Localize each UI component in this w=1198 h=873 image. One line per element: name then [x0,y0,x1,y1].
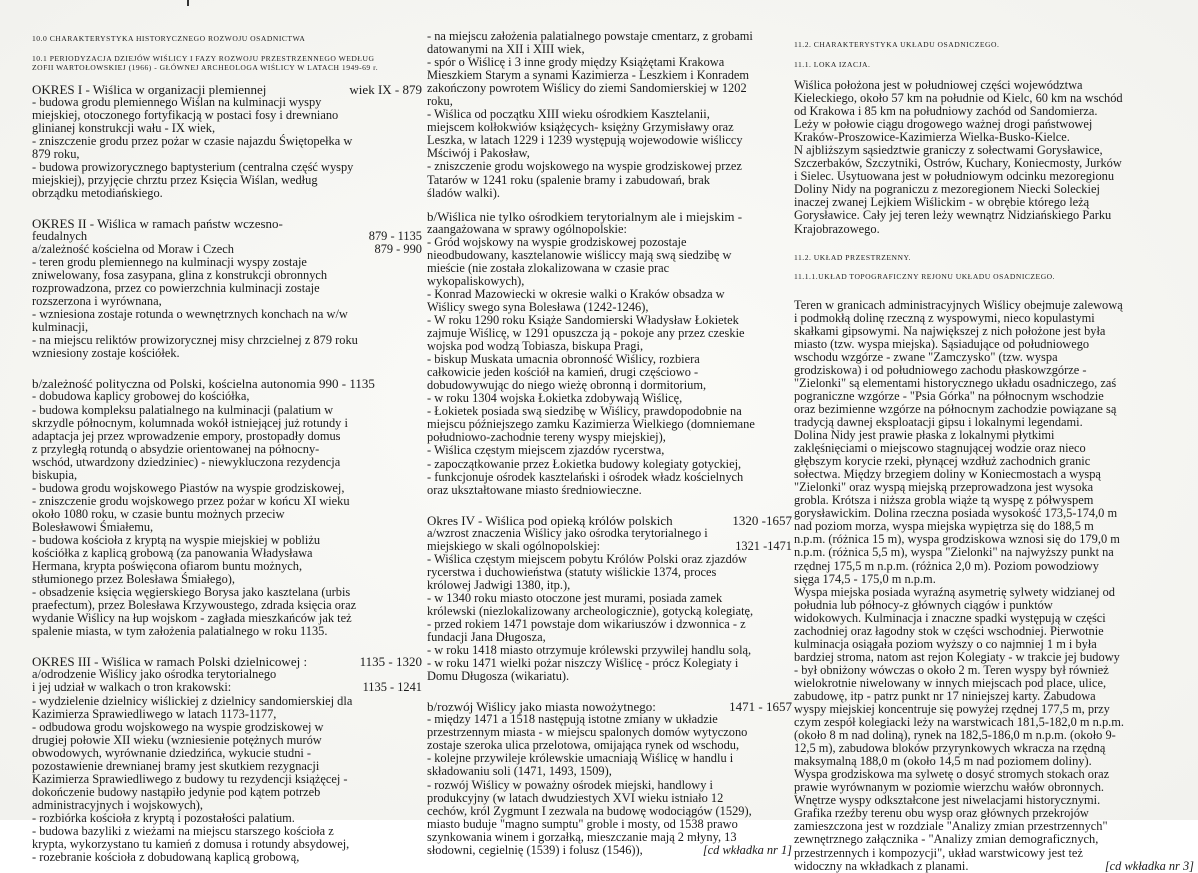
line-text: Okres IV - Wiślica pod opieką królów polskich [427,512,673,528]
text-line [32,187,422,200]
line-text: około 1080 roku, w czasie buntu możnych przeciw [32,506,285,521]
line-text: wschodu wzgórze - zwane "Zamczysko" (tzw. wyspa [794,349,1058,364]
line-text: - budowa prowizorycznego baptysterium (centralna część wyspy [32,159,354,174]
line-text: Wnętrze wyspy odkształcone jest niwelacjami historycznymi. [794,793,1101,808]
line-text: Leży w połowie ciągu drogowego ważnej drogi państwowej [794,117,1093,132]
line-text: z przyległą rotundą o absydzie orientowanej na północny- [32,441,320,456]
line-text: - W roku 1290 roku Książe Sandomierski Władysław Łokietek [427,312,739,327]
line-text: królowej Jadwigi 1380, itp.), [427,577,571,592]
line-text: - kolejne przywileje królewskie umacniają Wiślicę w handlu i [427,751,734,766]
line-spacer [32,360,422,377]
line-text: 11.2. CHARAKTERYSTYKA UKŁADU OSADNICZEGO. [794,40,1000,49]
line-text: Mieszkiem Starym a synami Kazimierza - Leszkiem i Konradem [427,68,750,83]
line-text: wykopaliskowych), [427,273,525,288]
line-text: głębszym korycie rzeki, płynącej wzdłuż zachodnich granic [794,454,1091,469]
line-text: grobla. Krótsza i niższa grobla wiąże tą wyspę z półwyspem [794,493,1094,508]
line-text: - budowa kompleksu palatialnego na kulminacji (palatium w [32,402,334,417]
date-range: 1321 -1471 [735,538,792,553]
line-spacer [794,262,1194,272]
line-text: pozostawienie drewnianej bramy jest skutkiem rezygnacji [32,758,320,773]
date-range: 879 - 1135 [368,228,422,243]
line-text: Kazimierza Sprawiedliwego z budowy tu rezydencji książęcej - [32,771,348,786]
line-text: obrządku metodiańskiego. [32,185,163,200]
period-heading [32,217,422,230]
line-text: datowanymi na XII i XIII wiek, [427,42,585,57]
line-text: kulminacja osiągała poziom wyższy o co najmniej 1 m i była [794,636,1097,651]
line-text: skałkami gipsowymi. Na największej z nich położone jest była [794,323,1106,338]
line-text: miejskiej), przyjęcie chrztu przez Księcia Wiślan, według [32,172,318,187]
line-spacer [32,200,422,217]
line-text: n.p.m. (różnica 15 m), wyspa grodziskowa wznosi się do 179,0 m [794,532,1120,547]
text-column-left [32,34,422,865]
text-line [794,860,1194,873]
line-text: Kraków-Proszowice-Kazimierza Wielka-Busko-Kielce. [794,130,1070,145]
line-text: - dobudowa kaplicy grobowej do kościółka, [32,389,250,404]
line-text: feudalnych [32,228,88,243]
line-spacer [794,282,1194,299]
line-text: - na miejscu reliktów prowizorycznej misy chrzcielnej z 879 roku [32,333,358,348]
line-text: składowaniu soli (1471, 1493, 1509), [427,764,612,779]
line-text: obwodowych, wyrównanie dziedzińca, wykucie studni - [32,745,312,760]
line-text: a/zależność kościelna od Moraw i Czech [32,242,234,257]
line-text: Kazimierza Sprawiedliwego w latach 1173-1177, [32,706,277,721]
line-text: - budowa grodu plemiennego Wiślan na kulminacji wyspy [32,94,322,109]
line-text: - biskup Muskata umacnia obronność Wiślicy, rozbiera [427,352,700,367]
line-text: glinianej konstrukcji wału - IX wiek, [32,120,216,135]
line-text: dokończenie budowy nastąpiło jedynie pod kątem potrzeb [32,784,321,799]
line-text: zewnętrznego załącznika - "Analizy zmian demograficznych, [794,832,1099,847]
section-heading [794,272,1194,282]
line-text: Domu Długosza (wikariatu). [427,669,570,684]
line-text: Dolina Nidy jest prawie płaska z lokalnymi płytkimi [794,428,1055,443]
line-text: widokowych. Kulminacja i znaczne spadki występują w części [794,610,1106,625]
line-text: - Wiślica od początku XIII wieku ośrodkiem Kasztelanii, [427,107,710,122]
text-line [794,223,1194,236]
line-text: nad poziom morza, wyspa miejska wypiętrza się do 188,5 m [794,519,1094,534]
line-text: maksymalną 188,0 m (około 14,5 m nad poziomem doliny). [794,754,1092,769]
text-line [32,135,422,148]
line-text: Gorysławice. Cały jej teren leży wewnątrz Nidziańskiego Parku [794,208,1112,223]
date-range: 1135 - 1241 [362,680,422,695]
line-text: wschód, utwardzony dziedziniec) - niewykluczona rezydencja [32,454,341,469]
line-text: tradycją dawnej eksploatacji gipsu i lokalnymi legendami. [794,414,1083,429]
line-text: wojska pod wodzą Tobiasza, biskupa Pragi, [427,339,644,354]
line-text: adaptacja jej przez wprowadzenie empory, prostopadły domus [32,428,341,443]
line-text: - budowa bazyliki z wieżami na miejscu starszego kościoła z [32,823,334,838]
line-text: - na miejscu założenia palatialnego powstaje cmentarz, z grobami [427,29,753,43]
line-text: - teren grodu plemiennego na kulminacji wyspy zostaje [32,255,307,270]
line-text: przestrzennych i kompozycji", układ warstwicowy jest też [794,845,1083,860]
line-text: miejskiej, otoczonego fortyfikacją w postaci fosy i drewniano [32,107,339,122]
line-text: oraz bezimienne wzgórze na północnym zachodzie powiązane są [794,401,1117,416]
line-text: roku, [427,94,453,109]
line-text: N ajbliższym sąsiedztwie graniczy z sołectwami Gorysławice, [794,143,1103,158]
line-spacer [794,236,1194,253]
line-text: zajmuje Wiślicę, w 1291 opuszcza ją - pokoje any przez czeskie [427,326,745,341]
line-text: - wzniesiona zostaje rotunda o wewnętrznych konchach na w/w [32,307,348,322]
section-heading [794,60,1194,70]
line-text: n.p.m. (różnica 5,5 m), wyspa "Zielonki" na najwyższy punkt na [794,545,1114,560]
line-text: przestrzennym miasta - w miejscu spalonych domów wytyczono [427,725,748,740]
line-text: - zapoczątkowanie przez Łokietka budowy kolegiaty gotyckiej, [427,456,742,471]
line-text: - w roku 1471 wielki pożar niszczy Wiślicę - prócz Kolegiaty i [427,656,739,671]
line-text: - budowa grodu wojskowego Piastów na wyspie grodziskowej, [32,480,345,495]
line-text: miejskiego w skali ogólnopolskiej: [427,538,601,553]
line-text: stłumionego przez Bolesława Śmiałego), [32,572,236,587]
text-line [32,851,422,864]
line-text: OKRES III - Wiślica w ramach Polski dzielnicowej : [32,654,308,670]
line-text: 11.1. LOKA IZACJA. [794,59,871,69]
line-text: zamieszczona jest w rozdziale "Analizy zmian przestrzennych" [794,819,1108,834]
line-text: - rozwój Wiślicy w poważny ośrodek miejski, handlowy i [427,777,713,792]
line-text: Hermana, krypta poświęcona ofiarom buntu możnych, [32,559,303,574]
line-text: produkcyjny (w latach dwudziestych XVI wieku istniało 12 [427,790,724,805]
line-text: wydanie Wiślicy na łup wojskom - zagłada mieszkańców jak też [32,611,352,626]
line-text: Mściwój i Pakosław, [427,146,530,161]
line-text: - Gród wojskowy na wyspie grodziskowej pozostaje [427,234,687,249]
line-text: zniwelowany, fosa zasypana, glina z konstrukcji obronnych [32,268,328,283]
text-line [427,187,792,200]
line-text: drugiej połowie XII wieku (wzniesienie potężnych murów [32,732,322,747]
section-heading [32,63,422,73]
line-text: zabudowę, itp - patrz punkt nr 17 niniejszej karty. Zabudowa [794,688,1096,703]
line-text: - był obniżony wówczas o około 2 m. Teren wyspy był również [794,662,1109,677]
date-range: 1135 - 1320 [359,654,422,670]
line-text: 11.1.1.UKŁAD TOPOGRAFICZNY REJONU UKŁADU OSADNICZEGO. [794,272,1056,282]
line-text: dobudowywując do niego wieżę obronną i dormitorium, [427,378,707,393]
line-text: OKRES I - Wiślica w organizacji plemiennej [32,81,267,97]
line-text: sołectwa. Między brzegiem doliny w Koniecmostach a wyspą [794,467,1101,482]
line-text: Wyspa grodziskowa ma sylwetę o dosyć stromych stokach oraz [794,767,1110,782]
line-text: - Wiślica częstym miejscem zjazdów rycerstwa, [427,443,665,458]
line-text: zaklęśnięciami o miejscowo stagnującej wodzie oraz nieco [794,441,1086,456]
line-text: Kieleckiego, około 57 km na południe od Kielc, 60 km na wschód [794,91,1123,106]
line-text: widoczny na wkładkach z planami. [794,858,969,873]
text-column-right [794,40,1194,873]
line-text: - obsadzenie księcia węgierskiego Borysa jako kasztelana (urbis [32,585,351,600]
section-heading [32,34,422,44]
line-text: - w 1340 roku miasto otoczone jest murami, posiada zamek [427,590,723,605]
line-text: administracyjnych i wojskowych), [32,797,204,812]
line-text: - zniszczenie grodu przez pożar w czasie najazdu Świętopełka w [32,133,353,148]
line-text: mieście (nie została zlokalizowana w czasie prac [427,260,670,275]
line-text: biskupia, [32,467,78,482]
text-line [32,625,422,638]
text-line [32,456,422,469]
line-text: Doliny Nidy na pograniczu z mezoregionem Niecki Soleckiej [794,182,1100,197]
continuation-reference: [cd wkładka nr 1] [702,842,792,857]
line-text: rzędnej 175,5 m n.p.m. (różnica 2,0 m). Poziom powodziowy [794,558,1099,573]
line-text: 879 roku, [32,146,80,161]
section-heading [794,253,1194,263]
line-text: a/wzrost znaczenia Wiślicy jako ośrodka terytorialnego i [427,525,708,540]
line-text: inaczej zwanej Lejkiem Wiślickim - w obrębie którego leżą [794,195,1090,210]
line-text: miasto (tzw. wyspa miejska). Sąsiadujące od południowego [794,336,1090,351]
line-text: b/rozwój Wiślicy jako miasta nowożytnego: [427,699,656,715]
line-text: - Łokietek posiada swą siedzibę w Wiślicy, prawdopodobnie na [427,404,742,419]
line-text: zachodniej oraz łagodny stok w części wschodniej. Pierwotnie [794,623,1104,638]
line-text: - Wiślica częstym miejscem pobytu Królów Polski oraz zjazdów [427,551,747,566]
date-range: wiek IX - 879 [349,81,422,97]
line-text: zostaje szeroka ulica przelotowa, omijająca rynek od wschodu, [427,738,740,753]
line-text: gorysławickim. Dolina rzeczna posiada wysokość 173,5-174,0 m [794,506,1118,521]
line-text: rycerstwa i duchowieństwa (statuty wiślickie 1374, proces [427,564,717,579]
line-text: sięga 174,5 - 175,0 m n.p.m. [794,571,936,586]
line-text: - przed rokiem 1471 powstaje dom wikariuszów i dzwonnica - z [427,617,746,632]
line-text: - Konrad Mazowiecki w okresie walki o Kraków obsadza w [427,286,725,301]
line-text: b/zależność polityczna od Polski, kościelna autonomia 990 - 1135 [32,376,375,392]
line-text: Szczerbaków, Szczytniki, Ostrów, Kuchary, Koniecmosty, Jurków [794,156,1122,171]
line-text: "Zielonki" oraz wyspą miejską przeprowadzona jest wysoka [794,480,1094,495]
line-text: Bolesławowi Śmiałemu, [32,519,154,534]
line-text: krypta, wykorzystano tu kamień z domusa i rotundy absydowej, [32,837,350,852]
line-text: Wiślicy swego syna Bolesława (1242-1246), [427,299,649,314]
line-text: miasto buduje "magno sumptu" groble i mosty, od 1538 prawo [427,816,738,831]
line-text: wyspy miejskiej koncentruje się powyżej rzędnej 177,5 m, przy [794,702,1110,717]
text-line [427,82,792,95]
line-text: i jej udział w walkach o tron krakowski: [32,680,232,695]
line-text: bardziej stroma, natom ast rejon Kolegiaty - w trakcie jej budowy [794,649,1120,664]
line-text: skrzydle północnym, kolumnada wokół istniejącej już rotundy i [32,415,348,430]
line-text: pograniczne wzgórze - "Psia Górka" na północnym wschodzie [794,388,1104,403]
line-text: szynkowania winem i gorzałką, mieszczanie mają 2 młyny, 13 [427,829,737,844]
line-text: południowo-zachodnie tereny wyspy miejskiej), [427,430,666,445]
line-text: czym zespół kolegiacki leży na warstwicach 181,5-182,0 m n.p.m. [794,715,1124,730]
line-text: grodziskowa) i od południowego zachodu płaskowzgórze - [794,362,1087,377]
line-text: 12,5 m), zabudowa bloków przyrynkowych wkracza na rzędną [794,741,1106,756]
line-text: od Krakowa i 85 km na południowy zachód od Sandomierza. [794,104,1098,119]
line-text: b/Wiślica nie tylko ośrodkiem terytorialnym ale i miejskim - [427,208,743,224]
line-text: a/odrodzenie Wiślicy jako ośrodka terytorialnego [32,667,277,682]
line-text: nieodbudowany, kasztelanowie wiśliccy mają swą siedzibę w [427,247,732,262]
line-text: - odbudowa grodu wojskowego na wyspie grodziskowej w [32,719,324,734]
line-text: Leszka, w latach 1229 i 1239 występują wojewodowie wiśliccy [427,133,743,148]
line-text: - rozbiórka kościoła z kryptą i pozostałości palatium. [32,810,295,825]
line-text: praefectum), przez Bolesława Krzywoustego, zdrada księcia oraz [32,598,357,613]
line-text: zakończony powrotem Wiślicy do ziemi Sandomierskiej w 1202 [427,81,747,96]
line-text: Krajobrazowego. [794,221,880,236]
line-spacer [32,44,422,54]
line-text: Grafika rzeźby terenu obu wysp oraz głównych przekrojów [794,806,1089,821]
date-range: 1320 -1657 [732,512,792,528]
text-line [427,670,792,683]
line-text: - zniszczenie grodu wojskowego na wyspie grodziskowej przez [427,159,742,174]
line-text: całkowicie jeden kościół na kamień, drugi częściowo - [427,365,699,380]
line-text: słodowni, cegielnię (1539) i folusz (1546)), [427,842,643,857]
line-text: Wiślica położona jest w południowej części województwa [794,78,1083,92]
line-text: południa lub północy-z głównych ciągów i punktów [794,597,1053,612]
section-heading [32,54,422,64]
line-text: spalenie miasta, w tym założenia palatialnego w roku 1135. [32,624,328,639]
line-text: ZOFII WARTOŁOWSKIEJ (1966) - GŁÓWNEJ ARCHEOLOGA WIŚLICY W LATACH 1949-69 r. [32,63,379,72]
text-line [427,844,792,857]
text-column-middle [427,29,792,857]
line-text: 10.1 PERIODYZACJA DZIEJÓW WIŚLICY I FAZY ROZWOJU PRZESTRZENNEGO WEDŁUG [32,53,375,63]
line-text: 11.2. UKŁAD PRZESTRZENNY. [794,252,911,262]
section-heading [794,40,1194,50]
line-text: 10.0 CHARAKTERYSTYKA HISTORYCZNEGO ROZWOJU OSADNICTWA [32,34,306,43]
line-text: OKRES II - Wiślica w ramach państw wczesno- [32,215,283,231]
line-text: rozszerzona i wyrównana, [32,294,162,309]
line-text: zaangażowana w sprawy ogólnopolskie: [427,221,627,236]
line-text: śladów walki). [427,185,500,200]
line-text: miejscem kolłokwiów książęcych- księżny Grzymisławy oraz [427,120,734,135]
continuation-reference: [cd wkładka nr 3] [1104,858,1194,873]
scan-mark [187,0,189,6]
line-spacer [32,638,422,655]
line-text: - wydzielenie dzielnicy wiślickiej z dzielnicy sandomierskiej dla [32,693,353,708]
line-text: - spór o Wiślicę i 3 inne grody między Książętami Krakowa [427,55,725,70]
line-text: fundacji Jana Długosza, [427,630,546,645]
line-text: i podmokłą dolinę rzeczną z wyspowymi, nieco kopulastymi [794,310,1095,325]
line-text: cechów, król Zygmunt I zezwala na budowę wodociągów (1529), [427,803,752,818]
line-text: Teren w granicach administracyjnych Wiślicy obejmuje zalewową [794,297,1123,312]
line-text: rozprowadzona, przez co powierzchnia kulminacji zostaje [32,281,320,296]
line-text: - funkcjonuje ośrodek kasztelański i ośrodek władz kościelnych [427,469,744,484]
line-text: - budowa kościoła z kryptą na wyspie miejskiej w pobliżu [32,533,321,547]
date-range: 879 - 990 [374,242,422,257]
line-text: wielokrotnie niwelowany w innych miejscach pod place, ulice, [794,675,1107,690]
line-text: - w roku 1418 miasto otrzymuje królewski przywilej handlu solą, [427,643,752,658]
line-text: oraz ukształtowane miasto średniowieczne. [427,482,642,497]
line-text: (około 8 m nad doliną), rynek na 182,5-186,0 m n.p.m. (około 9- [794,728,1116,743]
line-text: - w roku 1304 wojska Łokietka zdobywają Wiślicę, [427,391,683,406]
line-text: Tatarów w 1241 roku (spalenie bramy i zabudowań, brak [427,172,710,187]
line-spacer [427,497,792,514]
text-line [32,308,422,321]
line-text: - rozebranie kościoła z dobudowaną kaplicą grobową, [32,850,300,865]
line-text: kościółka z kaplicą grobową (za panowania Władysława [32,546,313,561]
line-text: "Zielonki" są elementami historycznego układu osadniczego, zaś [794,375,1117,390]
date-range: 1471 - 1657 [729,699,792,715]
line-text: i Sielec. Usytuowana jest w południowym odcinku mezoregionu [794,169,1115,184]
line-spacer [427,683,792,700]
line-text: wzniesiony zostaje kościółek. [32,346,180,361]
line-text: Wyspa miejska posiada wyraźną asymetrię sylwety widzianej od [794,584,1115,599]
line-text: prawie wyrównanym w poziomie wierzchu wałów obronnych. [794,780,1105,795]
line-text: - zniszczenie grodu wojskowego przez pożar w końcu XI wieku [32,493,350,508]
line-text: - między 1471 a 1518 następują istotne zmiany w układzie [427,712,718,727]
text-line [427,484,792,497]
line-text: królewski (niezlokalizowany archeologicznie), gotycką kolegiatę, [427,603,754,618]
line-text: kulminacji, [32,320,89,335]
line-text: miejscu późniejszego zamku Kazimierza Wielkiego (domniemane [427,417,755,432]
text-line [32,347,422,360]
line-spacer [794,50,1194,60]
